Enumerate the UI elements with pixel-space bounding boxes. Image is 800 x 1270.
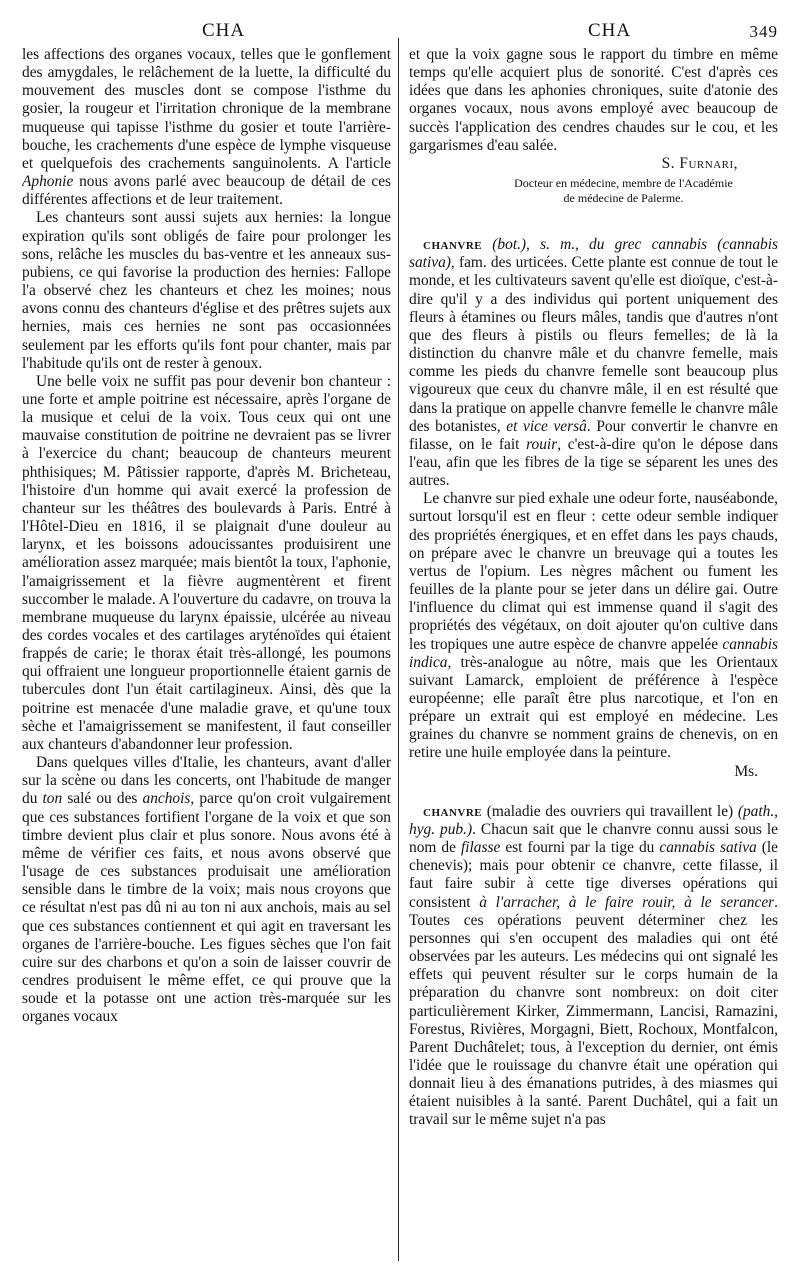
left-column: [22, 46, 398, 1261]
running-head-right: CHA: [588, 20, 632, 41]
paragraph: Le chanvre sur pied exhale une odeur forte, nauséabonde, surtout lorsqu'il est en fleur : cette odeur semble indiquer des propriétés énergiques, et en effet dans les pays chauds, on prépare avec le chanvre un breuvage qui a toutes les vertus de l'opium. Les nègres mâchent ou fument les feuilles de la plante pour se jeter dans un délire gai. Outre l'influence du climat qui est immense quand il s'agit des propriétés des végétaux, on doit ajouter qu'on cultive dans les tropiques une autre espèce de chanvre appelée cannabis indica, très-analogue au nôtre, mais que les Orientaux suivant Lamarck, emploient de préférence à l'espèce européenne; elle paraît être plus narcotique, et l'on en prépare un extrait qui est employé en médecine. Les graines du chanvre se nomment grains de chenevis, on en retire une huile employée dans la peinture.: [409, 490, 779, 762]
author-signature: S. Furnari,: [661, 154, 739, 172]
paragraph: Une belle voix ne suffit pas pour devenir bon chanteur : une forte et ample poitrine est nécessaire, après l'organe de la musique et celui de la voix. Tous ceux qui ont une mauvaise constitution de poitrine ne devraient pas se livrer à l'exercice du chant; beaucoup de chanteurs meurent phthisiques; M. Pâtissier rapporte, d'après M. Bricheteau, l'histoire d'un homme qui avait exercé la profession de chanteur sur les théâtres des boulevards à Paris. Entré à l'Hôtel-Dieu en 1816, il se plaignait d'une douleur au larynx, et les boissons adoucissantes produisirent une amélioration assez marquée; mais bientôt la toux, l'aphonie, l'amaigrissement et la fièvre augmentèrent et firent succomber le malade. A l'ouverture du cadavre, on trouva la membrane muqueuse du larynx épaissie, ulcérée au niveau des cordes vocales et des cartilages aryténoïdes qui étaient frappés de carie; le thorax était très-allongé, les poumons qui offraient une longueur proportionnelle étaient garnis de tubercules dont l'un était cartilagineux. Ainsi, dès que la poitrine est menacée d'une maladie grave, et qu'une toux sèche et l'amaigrissement se manifestent, il faut conseiller aux chanteurs d'abandonner leur profession.: [22, 372, 392, 753]
paragraph: les affections des organes vocaux, telles que le gonflement des amygdales, le relâchement de la luette, la difficulté du mouvement des muscles dont se compose l'isthme du gosier, la rougeur et l'irritation chronique de la membrane muqueuse qui tapisse l'isthme du gosier et toute l'arrière-bouche, les crachements d'une espèce de lymphe visqueuse et quelquefois des crachements sanguinolents. A l'article Aphonie nous avons parlé avec beaucoup de détail de ces différentes affections et de leur traitement.: [22, 46, 392, 209]
running-head: [22, 6, 778, 46]
entry-chanvre-maladie: chanvre (maladie des ouvriers qui travaillent le) (path., hyg. pub.). Chacun sait que le chanvre connu aussi sous le nom de filasse est fourni par la tige du cannabis sativa (le chenevis); mais pour obtenir ce chanvre, cette filasse, il faut faire subir à cette tige diverses opérations qui consistent à l'arracher, à le faire rouir, à le serancer. Toutes ces opérations peuvent déterminer chez les personnes qui s'en occupent des maladies qui ont été observées par les auteurs. Les médecins qui ont signalé les effets qui peuvent résulter sur le corps humain de la préparation du chanvre sont nombreux: on doit citer particulièrement Kirker, Zimmermann, Lancisi, Ramazini, Forestus, Rivières, Morgagni, Biett, Rochoux, Montfalcon, Parent Duchâtelet; tous, à l'exception du dernier, ont émis l'idée que le rouissage du chanvre était une opération qui donnait lieu à des émanations putrides, à des miasmes qui étaient nuisibles à la santé. Parent Duchâtel, qui a fait un travail sur le même sujet n'a pas: [409, 802, 779, 1129]
running-head-left: CHA: [202, 20, 246, 41]
page-number: 349: [749, 22, 778, 41]
right-column: [399, 46, 778, 1261]
entry-signature: Ms.: [734, 762, 759, 780]
text-columns: [22, 46, 778, 1261]
paragraph: et que la voix gagne sous le rapport du timbre en même temps qu'elle acquiert plus de sonorité. C'est d'après ces idées que dans les aphonies chroniques, suite d'atonie des organes vocaux, nous avons employé avec beaucoup de succès l'application des cendres chaudes sur le cou, et les gargarismes d'eau salée.: [409, 46, 779, 154]
author-credit: Docteur en médecine, membre de l'Académie de médecine de Palerme.: [514, 176, 733, 206]
entry-chanvre-bot: chanvre (bot.), s. m., du grec cannabis (cannabis sativa), fam. des urticées. Cette plante est connue de tout le monde, et les cultivateurs savent qu'elle est dioïque, c'est-à-dire qu'il y a des individus qui portent uniquement des fleurs à étamines ou fleurs mâles, tandis que d'autres n'ont que des fleurs à pistils ou fleurs femelles; de là la distinction du chanvre mâle et du chanvre femelle, mais comme les pieds du chanvre femelle sont beaucoup plus vigoureux que ceux du chanvre mâle, il en est résulté que dans la pratique on appelle chanvre femelle le chanvre mâle des botanistes, et vice versâ. Pour convertir le chanvre en filasse, on le fait rouir, c'est-à-dire qu'on le dépose dans l'eau, afin que les fibres de la tige se séparent les unes des autres.: [409, 236, 779, 490]
entry-headword: chanvre: [423, 236, 483, 254]
entry-headword: chanvre: [423, 802, 483, 820]
paragraph: Dans quelques villes d'Italie, les chanteurs, avant d'aller sur la scène ou dans les concerts, ont l'habitude de manger du ton salé ou des anchois, parce qu'on croit vulgairement que ces substances fortifient l'organe de la voix et que son timbre devient plus clair et plus sonore. Nous avons été à même de vérifier ces faits, et nous avons observé que l'usage de ces substances produisait une amélioration sensible dans le timbre de la voix; mais nous croyons que ce résultat n'est pas dû ni au ton ni aux anchois, mais au sel que ces substances contiennent et qui agit en traversant les organes de l'arrière-bouche. Les figues sèches que l'on fait cuire sur des charbons et qu'on a soin de laisser couvrir de cendres produisent le même effet, ce qui prouve que la soude et la potasse ont une action très-marquée sur les organes vocaux: [22, 754, 392, 1026]
paragraph: Les chanteurs sont aussi sujets aux hernies: la longue expiration qu'ils sont obligés de faire pour prolonger les sons, relâche les muscles du bas-ventre et les anneaux sus-pubiens, ce qui favorise la production des hernies: Fallope l'a observé chez les chanteurs et chez les moines; nous avons connu des chanteurs d'église et des prêtres sujets aux hernies, mais ces hernies ne sont pas occasionnées seulement par les efforts qu'ils font pour chanter, mais par l'habitude qu'ils ont de rester à genoux.: [22, 209, 392, 372]
